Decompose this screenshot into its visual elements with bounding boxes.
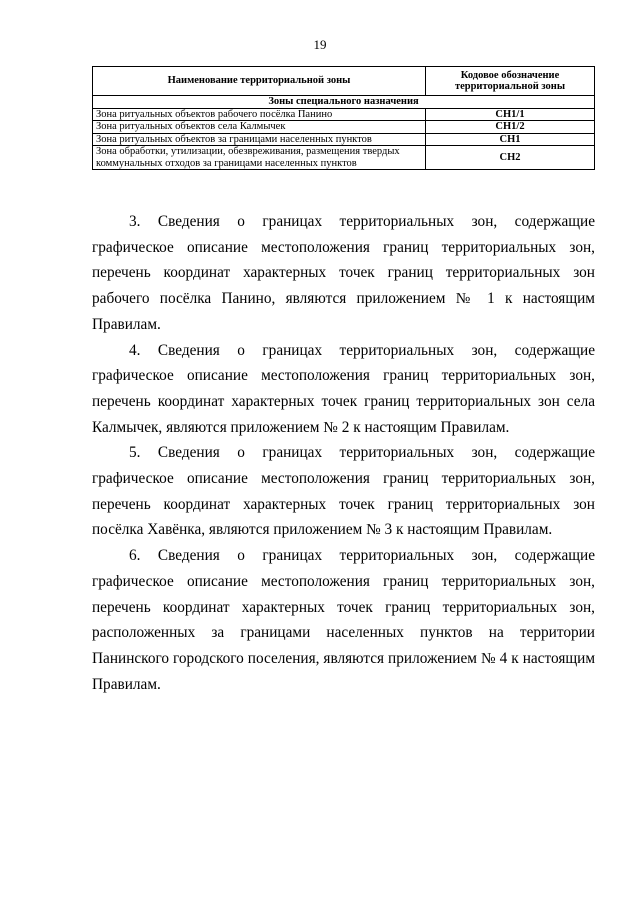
table-header-row <box>93 67 595 96</box>
table-row <box>93 108 595 121</box>
table-row <box>93 121 595 134</box>
table-row <box>93 146 595 170</box>
body-text <box>92 209 595 697</box>
zone-name: Зона ритуальных объектов рабочего посёлка Панино <box>93 108 426 121</box>
paragraph-5: 5. Сведения о границах территориальных зон, содержащие графическое описание местоположения границ территориальных зон, перечень координат характерных точек границ территориальных зон посёлка Хавёнка, являются приложением № 3 к настоящим Правилам. <box>92 444 595 539</box>
zone-name: Зона ритуальных объектов села Калмычек <box>93 121 426 134</box>
zone-code: СН1/1 <box>426 108 595 121</box>
paragraph-4: 4. Сведения о границах территориальных зон, содержащие графическое описание местоположения границ территориальных зон, перечень координат характерных точек границ территориальных зон села Калмычек, являются приложением № 2 к настоящим Правилам. <box>92 341 595 436</box>
header-zone-name: Наименование территориальной зоны <box>93 67 426 96</box>
zone-code: СН1 <box>426 133 595 146</box>
paragraph-3: 3. Сведения о границах территориальных зон, содержащие графическое описание местоположения границ территориальных зон, перечень координат характерных точек границ территориальных зон рабочего посёлка Панино, являются приложением № 1 к настоящим Правилам. <box>92 213 595 333</box>
zone-code: СН2 <box>426 146 595 170</box>
header-zone-code: Кодовое обозначение территориальной зоны <box>426 67 595 96</box>
zones-table <box>92 66 595 170</box>
zone-code: СН1/2 <box>426 121 595 134</box>
zone-name: Зона обработки, утилизации, обезвреживания, размещения твердых коммунальных отходов за границами населенных пунктов <box>93 146 426 170</box>
zone-name: Зона ритуальных объектов за границами населенных пунктов <box>93 133 426 146</box>
table-row <box>93 133 595 146</box>
section-row <box>93 96 595 109</box>
section-title: Зоны специального назначения <box>93 96 595 109</box>
paragraph-6: 6. Сведения о границах территориальных зон, содержащие графическое описание местоположения границ территориальных зон, перечень координат характерных точек границ территориальных зон, расположенных за границами населенных пунктов на территории Панинского городского поселения, являются приложением № 4 к настоящим Правилам. <box>92 547 595 693</box>
page-number: 19 <box>313 37 327 52</box>
